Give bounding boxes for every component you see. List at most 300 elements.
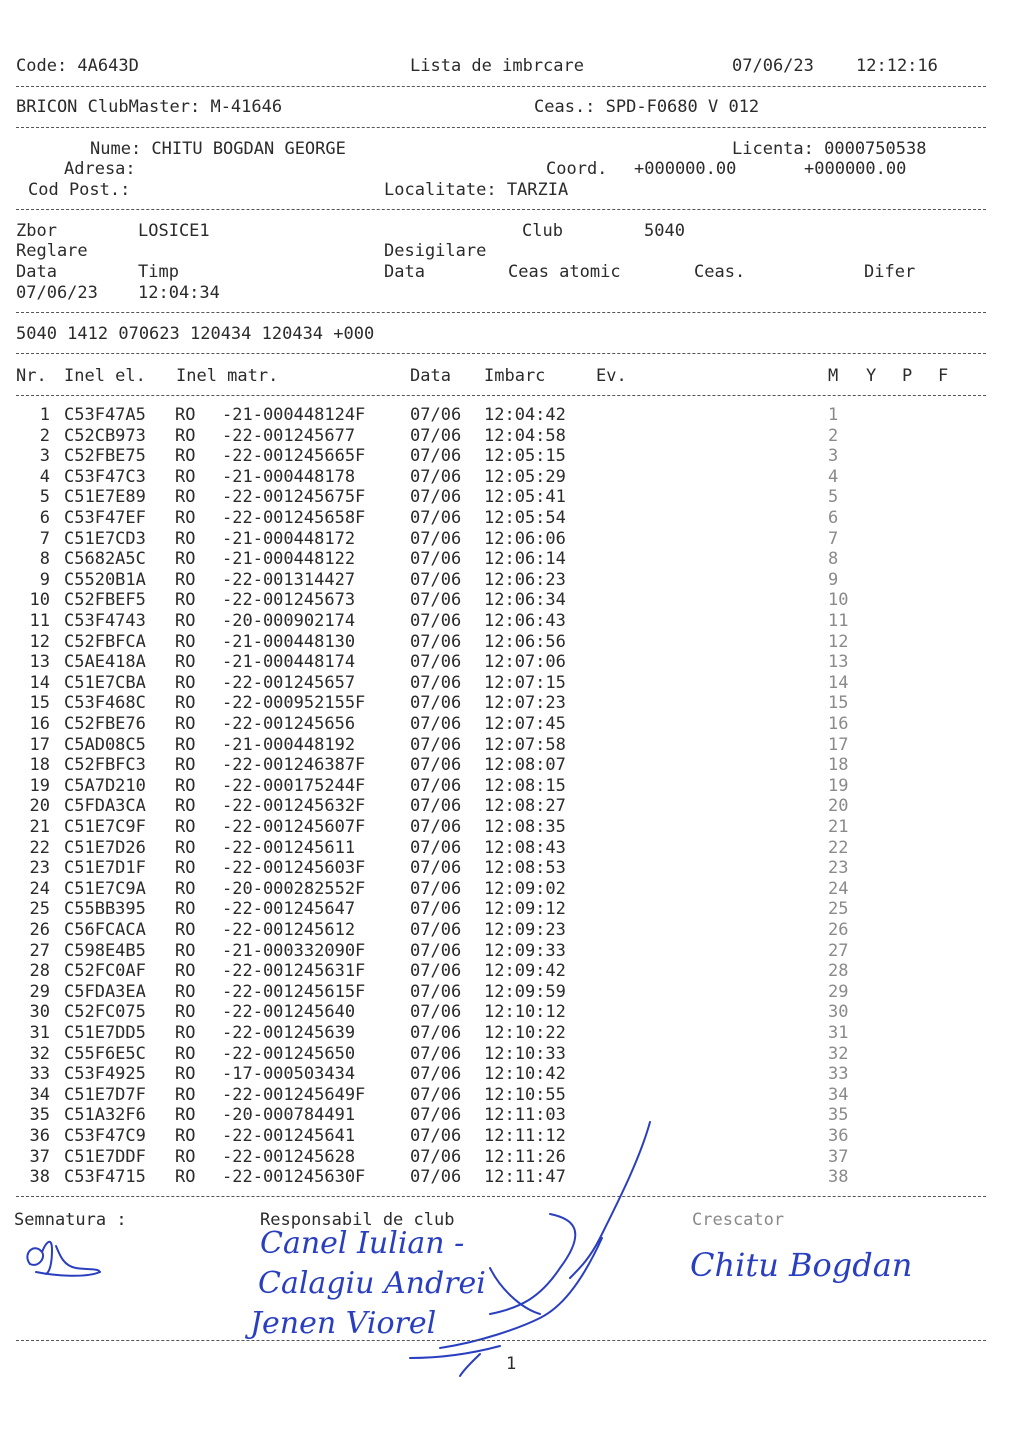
country-code: RO (175, 528, 196, 549)
row-number: 34 (29, 1084, 50, 1105)
signature-label: Semnatura : (14, 1210, 127, 1230)
table-row (0, 755, 1024, 775)
basket-date: 07/06 (410, 878, 462, 899)
row-number: 3 (39, 446, 50, 467)
basket-time: 12:07:23 (484, 693, 566, 714)
electronic-ring: C53F47EF (64, 508, 146, 528)
electronic-ring: C51E7CBA (64, 672, 146, 693)
basket-date: 07/06 (410, 672, 462, 693)
col-inel-el: Inel el. (64, 366, 146, 386)
basket-date: 07/06 (410, 981, 462, 1002)
country-code: RO (175, 775, 196, 796)
basket-date: 07/06 (410, 1146, 462, 1167)
m-index: 1 (828, 405, 839, 425)
m-index: 4 (828, 466, 839, 487)
basket-time: 12:10:22 (484, 1023, 566, 1043)
electronic-ring: C5520B1A (64, 569, 146, 590)
m-index: 8 (828, 549, 839, 570)
ring-number: -22-001245673 (222, 590, 356, 611)
basket-date: 07/06 (410, 405, 462, 425)
electronic-ring: C5FDA3EA (64, 981, 146, 1002)
basket-time: 12:10:33 (484, 1043, 566, 1064)
divider (16, 127, 986, 128)
basket-date: 07/06 (410, 817, 462, 837)
country-code: RO (175, 693, 196, 714)
ring-number: -22-001245656 (222, 714, 356, 734)
country-code: RO (175, 1043, 196, 1064)
setting-time: 12:04:34 (138, 283, 220, 303)
electronic-ring: C55BB395 (64, 899, 146, 920)
basket-time: 12:05:15 (484, 446, 566, 467)
electronic-ring: C52FBEF5 (64, 590, 146, 611)
row-number: 5 (39, 487, 50, 508)
ring-number: -21-000332090F (222, 940, 366, 961)
row-number: 26 (29, 920, 50, 940)
coord-label: Coord. (546, 159, 608, 179)
country-code: RO (175, 405, 196, 425)
ring-number: -22-001314427 (222, 569, 356, 590)
flight-label: Zbor (16, 221, 57, 241)
basket-date: 07/06 (410, 755, 462, 776)
m-index: 9 (828, 569, 839, 590)
basket-time: 12:09:23 (484, 920, 566, 940)
ring-number: -21-000448130 (222, 631, 356, 652)
document-title: Lista de imbrcare (410, 56, 584, 76)
country-code: RO (175, 858, 196, 879)
ring-number: -21-000448124F (222, 405, 366, 425)
table-row (0, 611, 1024, 631)
basket-time: 12:08:35 (484, 817, 566, 837)
row-number: 15 (29, 693, 50, 714)
electronic-ring: C51E7C9A (64, 878, 146, 899)
col-ev: Ev. (596, 366, 627, 386)
m-index: 34 (828, 1084, 849, 1105)
basket-time: 12:10:12 (484, 1002, 566, 1023)
electronic-ring: C53F4715 (64, 1167, 146, 1188)
ring-number: -22-001245675F (222, 487, 366, 508)
divider (16, 312, 986, 313)
electronic-ring: C52FBFC3 (64, 755, 146, 776)
col-f: F (938, 366, 949, 386)
country-code: RO (175, 446, 196, 467)
country-code: RO (175, 796, 196, 817)
ring-number: -20-000784491 (222, 1105, 356, 1126)
table-row (0, 632, 1024, 652)
electronic-ring: C52FBE75 (64, 446, 146, 467)
ring-number: -20-000902174 (222, 611, 356, 631)
electronic-ring: C53F47C9 (64, 1126, 146, 1146)
country-code: RO (175, 1064, 196, 1085)
basket-date: 07/06 (410, 693, 462, 714)
country-code: RO (175, 981, 196, 1002)
m-index: 17 (828, 734, 849, 755)
divider (16, 353, 986, 354)
table-row (0, 426, 1024, 446)
m-index: 25 (828, 899, 849, 920)
basket-time: 12:09:12 (484, 899, 566, 920)
clock-label: Ceas. (694, 262, 746, 282)
table-row (0, 1044, 1024, 1064)
basket-time: 12:08:07 (484, 755, 566, 776)
ring-number: -22-001245650 (222, 1043, 356, 1064)
basket-date: 07/06 (410, 899, 462, 920)
country-code: RO (175, 1167, 196, 1188)
electronic-ring: C51E7DD5 (64, 1023, 146, 1043)
basket-date: 07/06 (410, 940, 462, 961)
table-row (0, 1002, 1024, 1022)
ring-number: -21-000448122 (222, 549, 356, 570)
table-row (0, 487, 1024, 507)
ring-number: -22-001245611 (222, 837, 356, 858)
ring-number: -22-001245607F (222, 817, 366, 837)
m-index: 14 (828, 672, 849, 693)
m-index: 33 (828, 1064, 849, 1085)
fancier-label: Crescator (692, 1210, 785, 1230)
basket-time: 12:11:03 (484, 1105, 566, 1126)
basket-date: 07/06 (410, 631, 462, 652)
electronic-ring: C53F4925 (64, 1064, 146, 1085)
col-data: Data (410, 366, 451, 386)
m-index: 19 (828, 775, 849, 796)
country-code: RO (175, 549, 196, 570)
basket-time: 12:07:15 (484, 672, 566, 693)
ring-number: -22-001246387F (222, 755, 366, 776)
m-index: 28 (828, 961, 849, 982)
row-number: 30 (29, 1002, 50, 1023)
table-row (0, 1064, 1024, 1084)
electronic-ring: C56FCACA (64, 920, 146, 940)
electronic-ring: C51E7D26 (64, 837, 146, 858)
basket-time: 12:08:53 (484, 858, 566, 879)
locality: Localitate: TARZIA (384, 180, 569, 200)
print-time: 12:12:16 (856, 56, 938, 76)
electronic-ring: C52FC075 (64, 1002, 146, 1023)
electronic-ring: C51E7D1F (64, 858, 146, 879)
basket-time: 12:09:33 (484, 940, 566, 961)
electronic-ring: C52FC0AF (64, 961, 146, 982)
electronic-ring: C52FBE76 (64, 714, 146, 734)
col-inel-matr: Inel matr. (176, 366, 279, 386)
basket-time: 12:11:12 (484, 1126, 566, 1146)
basket-time: 12:07:45 (484, 714, 566, 734)
basket-time: 12:11:26 (484, 1146, 566, 1167)
divider (16, 209, 986, 210)
date-label: Data (16, 262, 57, 282)
electronic-ring: C5FDA3CA (64, 796, 146, 817)
table-row (0, 858, 1024, 878)
basket-date: 07/06 (410, 611, 462, 631)
basket-date: 07/06 (410, 837, 462, 858)
m-index: 15 (828, 693, 849, 714)
table-row (0, 735, 1024, 755)
table-row (0, 899, 1024, 919)
atomic-clock-label: Ceas atomic (508, 262, 621, 282)
basket-time: 12:06:56 (484, 631, 566, 652)
row-number: 20 (29, 796, 50, 817)
basket-time: 12:09:42 (484, 961, 566, 982)
ring-number: -22-001245647 (222, 899, 356, 920)
ring-number: -22-001245639 (222, 1023, 356, 1043)
basket-date: 07/06 (410, 1167, 462, 1188)
club-label: Club (522, 221, 563, 241)
country-code: RO (175, 961, 196, 982)
fancier-name: Nume: CHITU BOGDAN GEORGE (90, 139, 346, 159)
table-row (0, 879, 1024, 899)
basket-time: 12:06:14 (484, 549, 566, 570)
row-number: 18 (29, 755, 50, 776)
row-number: 29 (29, 981, 50, 1002)
club-responsible-label: Responsabil de club (260, 1210, 455, 1230)
table-row (0, 714, 1024, 734)
country-code: RO (175, 1126, 196, 1146)
flight-name: LOSICE1 (138, 221, 210, 241)
ring-number: -22-001245665F (222, 446, 366, 467)
row-number: 36 (29, 1126, 50, 1146)
country-code: RO (175, 1023, 196, 1043)
country-code: RO (175, 837, 196, 858)
page-number: 1 (506, 1354, 517, 1374)
m-index: 38 (828, 1167, 849, 1188)
col-p: P (902, 366, 913, 386)
basket-date: 07/06 (410, 487, 462, 508)
ring-number: -22-001245615F (222, 981, 366, 1002)
m-index: 29 (828, 981, 849, 1002)
basket-date: 07/06 (410, 569, 462, 590)
basket-date: 07/06 (410, 920, 462, 940)
row-number: 23 (29, 858, 50, 879)
m-index: 22 (828, 837, 849, 858)
row-number: 19 (29, 775, 50, 796)
difference-label: Difer (864, 262, 916, 282)
row-number: 16 (29, 714, 50, 734)
country-code: RO (175, 734, 196, 755)
table-row (0, 941, 1024, 961)
handwriting-line-1: Canel Iulian - (260, 1226, 465, 1261)
setting-label: Reglare (16, 241, 88, 261)
basket-date: 07/06 (410, 1064, 462, 1085)
row-number: 37 (29, 1146, 50, 1167)
country-code: RO (175, 1084, 196, 1105)
club-responsible-signatures (240, 1118, 670, 1378)
basket-time: 12:11:47 (484, 1167, 566, 1188)
basket-date: 07/06 (410, 961, 462, 982)
ring-number: -22-001245632F (222, 796, 366, 817)
ring-number: -17-000503434 (222, 1064, 356, 1085)
ring-number: -22-000175244F (222, 775, 366, 796)
m-index: 24 (828, 878, 849, 899)
table-row (0, 1085, 1024, 1105)
country-code: RO (175, 817, 196, 837)
m-index: 36 (828, 1126, 849, 1146)
table-row (0, 776, 1024, 796)
electronic-ring: C51E7C9F (64, 817, 146, 837)
basket-time: 12:05:41 (484, 487, 566, 508)
table-row (0, 796, 1024, 816)
ring-number: -21-000448172 (222, 528, 356, 549)
ring-number: -21-000448192 (222, 734, 356, 755)
ring-number: -22-001245657 (222, 672, 356, 693)
ring-number: -22-001245640 (222, 1002, 356, 1023)
divider (16, 1340, 986, 1341)
m-index: 10 (828, 590, 849, 611)
address-label: Adresa: (64, 159, 136, 179)
table-row (0, 590, 1024, 610)
electronic-ring: C52FBFCA (64, 631, 146, 652)
electronic-ring: C5682A5C (64, 549, 146, 570)
row-number: 9 (39, 569, 50, 590)
table-row (0, 570, 1024, 590)
country-code: RO (175, 755, 196, 776)
m-index: 18 (828, 755, 849, 776)
basket-date: 07/06 (410, 796, 462, 817)
m-index: 21 (828, 817, 849, 837)
basket-time: 12:04:42 (484, 405, 566, 425)
fancier-signature-text: Chitu Bogdan (690, 1246, 913, 1284)
fancier-signature (684, 1228, 914, 1308)
electronic-ring: C55F6E5C (64, 1043, 146, 1064)
electronic-ring: C51E7DDF (64, 1146, 146, 1167)
country-code: RO (175, 940, 196, 961)
country-code: RO (175, 878, 196, 899)
basket-date: 07/06 (410, 1084, 462, 1105)
basket-date: 07/06 (410, 1043, 462, 1064)
row-number: 1 (39, 405, 50, 425)
clock-id: Ceas.: SPD-F0680 V 012 (534, 97, 760, 117)
table-row (0, 549, 1024, 569)
country-code: RO (175, 569, 196, 590)
divider (16, 86, 986, 87)
row-number: 8 (39, 549, 50, 570)
electronic-ring: C53F47C3 (64, 466, 146, 487)
basket-date: 07/06 (410, 652, 462, 673)
m-index: 13 (828, 652, 849, 673)
row-number: 7 (39, 528, 50, 549)
license-number: Licenta: 0000750538 (732, 139, 927, 159)
m-index: 37 (828, 1146, 849, 1167)
clubmaster-id: BRICON ClubMaster: M-41646 (16, 97, 283, 117)
m-index: 30 (828, 1002, 849, 1023)
m-index: 31 (828, 1023, 849, 1043)
table-row (0, 652, 1024, 672)
row-number: 28 (29, 961, 50, 982)
country-code: RO (175, 672, 196, 693)
row-number: 21 (29, 817, 50, 837)
row-number: 6 (39, 508, 50, 528)
ring-number: -22-001245677 (222, 425, 356, 446)
row-number: 13 (29, 652, 50, 673)
electronic-ring: C51E7CD3 (64, 528, 146, 549)
col-nr: Nr. (16, 366, 47, 386)
electronic-ring: C598E4B5 (64, 940, 146, 961)
table-row (0, 693, 1024, 713)
basket-time: 12:08:27 (484, 796, 566, 817)
country-code: RO (175, 1146, 196, 1167)
country-code: RO (175, 425, 196, 446)
country-code: RO (175, 611, 196, 631)
row-number: 27 (29, 940, 50, 961)
basket-date: 07/06 (410, 466, 462, 487)
time-label: Timp (138, 262, 179, 282)
ring-number: -22-001245658F (222, 508, 366, 528)
m-index: 23 (828, 858, 849, 879)
ring-number: -20-000282552F (222, 878, 366, 899)
row-number: 25 (29, 899, 50, 920)
country-code: RO (175, 1002, 196, 1023)
basket-time: 12:08:43 (484, 837, 566, 858)
m-index: 35 (828, 1105, 849, 1126)
postal-code-label: Cod Post.: (28, 180, 131, 200)
row-number: 2 (39, 425, 50, 446)
country-code: RO (175, 1105, 196, 1126)
basket-date: 07/06 (410, 858, 462, 879)
table-row (0, 838, 1024, 858)
basket-date: 07/06 (410, 1105, 462, 1126)
m-index: 16 (828, 714, 849, 734)
unsealing-date-label: Data (384, 262, 425, 282)
table-row (0, 673, 1024, 693)
row-number: 22 (29, 837, 50, 858)
electronic-ring: C51E7E89 (64, 487, 146, 508)
row-number: 31 (29, 1023, 50, 1043)
electronic-ring: C5AD08C5 (64, 734, 146, 755)
m-index: 3 (828, 446, 839, 467)
basket-date: 07/06 (410, 775, 462, 796)
basket-date: 07/06 (410, 425, 462, 446)
electronic-ring: C53F4743 (64, 611, 146, 631)
ring-number: -21-000448178 (222, 466, 356, 487)
basket-time: 12:04:58 (484, 425, 566, 446)
electronic-ring: C5AE418A (64, 652, 146, 673)
electronic-ring: C53F47A5 (64, 405, 146, 425)
ring-number: -22-001245630F (222, 1167, 366, 1188)
table-row (0, 467, 1024, 487)
row-number: 24 (29, 878, 50, 899)
basket-date: 07/06 (410, 1023, 462, 1043)
table-row (0, 817, 1024, 837)
m-index: 27 (828, 940, 849, 961)
basket-time: 12:10:42 (484, 1064, 566, 1085)
ring-number: -22-000952155F (222, 693, 366, 714)
electronic-ring: C53F468C (64, 693, 146, 714)
m-index: 2 (828, 425, 839, 446)
ring-number: -22-001245603F (222, 858, 366, 879)
basket-time: 12:06:43 (484, 611, 566, 631)
basket-date: 07/06 (410, 508, 462, 528)
ring-number: -22-001245631F (222, 961, 366, 982)
basket-time: 12:08:15 (484, 775, 566, 796)
handwriting-line-3: Jenen Viorel (250, 1306, 437, 1341)
country-code: RO (175, 466, 196, 487)
electronic-ring: C52CB973 (64, 425, 146, 446)
row-number: 4 (39, 466, 50, 487)
table-row (0, 508, 1024, 528)
country-code: RO (175, 714, 196, 734)
row-number: 12 (29, 631, 50, 652)
row-number: 10 (29, 590, 50, 611)
ring-number: -22-001245612 (222, 920, 356, 940)
basket-date: 07/06 (410, 528, 462, 549)
country-code: RO (175, 899, 196, 920)
basket-date: 07/06 (410, 590, 462, 611)
m-index: 20 (828, 796, 849, 817)
country-code: RO (175, 920, 196, 940)
print-date: 07/06/23 (732, 56, 814, 76)
basket-time: 12:10:55 (484, 1084, 566, 1105)
electronic-ring: C51A32F6 (64, 1105, 146, 1126)
table-row (0, 920, 1024, 940)
basket-time: 12:09:02 (484, 878, 566, 899)
col-imbarc: Imbarc (484, 366, 546, 386)
